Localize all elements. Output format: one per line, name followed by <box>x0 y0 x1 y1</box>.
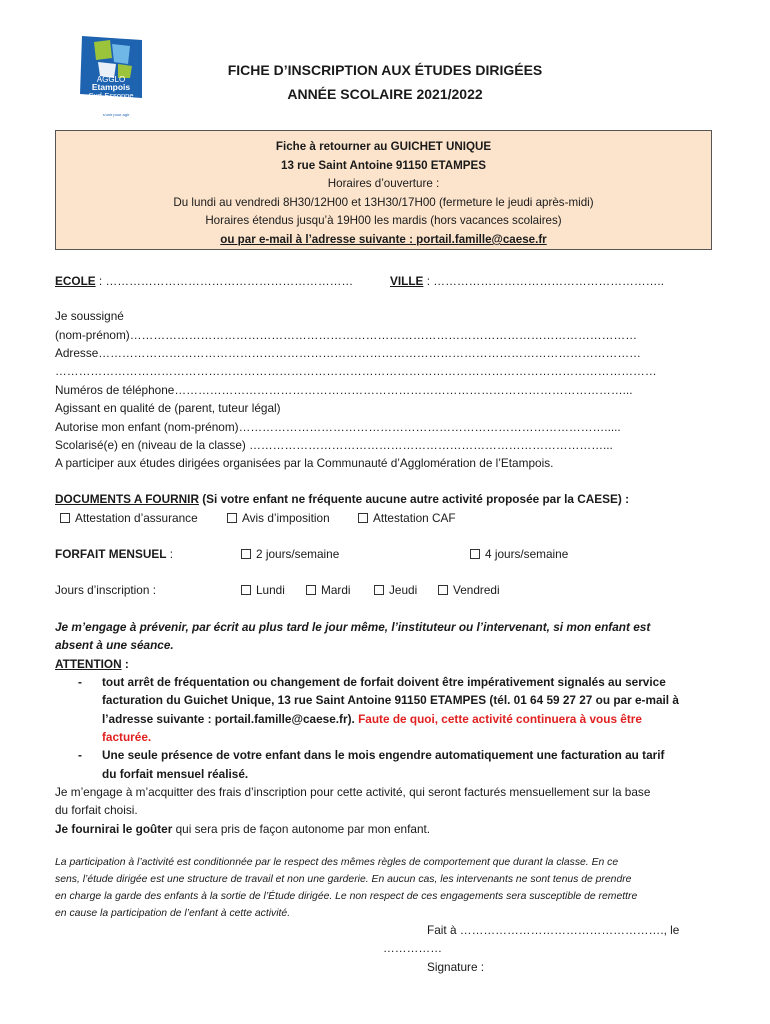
doc-option-label: Attestation CAF <box>373 511 456 525</box>
bullet-dash: - <box>78 748 82 762</box>
box-line1: Fiche à retourner au GUICHET UNIQUE <box>275 140 492 153</box>
ville-dots: : ………………………………………………….. <box>423 274 664 288</box>
date-field[interactable]: …………… <box>383 941 442 955</box>
attention-colon: : <box>121 657 129 671</box>
logo-line1: AGGLO <box>96 75 126 84</box>
bullet1-warning: Faute de quoi, cette activité continuera à vous être <box>354 712 642 726</box>
checkbox-icon[interactable] <box>227 513 237 523</box>
documents-note: (Si votre enfant ne fréquente aucune autre activité proposée par la CAESE) : <box>198 492 630 506</box>
jour-option-mardi[interactable] <box>306 583 351 597</box>
logo-line3: Sud-Essonne <box>88 91 134 100</box>
box-line5: Horaires étendus jusqu’à 19H00 les mardis (hors vacances scolaires) <box>205 214 562 228</box>
forfait-option-label: 2 jours/semaine <box>256 547 340 561</box>
attention-label: ATTENTION <box>55 657 122 671</box>
jour-option-lundi[interactable] <box>241 583 285 597</box>
acquit-line1: Je m’engage à m’acquitter des frais d’inscription pour cette activité, qui seront facturés mensuellement sur la base <box>55 785 651 799</box>
forfait-option-label: 4 jours/semaine <box>485 547 569 561</box>
gouter-rest: qui sera pris de façon autonome par mon enfant. <box>172 822 431 836</box>
note-line1: La participation à l’activité est conditionnée par le respect des mêmes règles de comportement que durant la classe. En ce <box>55 857 619 868</box>
forfait-label <box>55 547 173 561</box>
box-email-line[interactable]: ou par e-mail à l’adresse suivante : portail.famille@caese.fr <box>220 232 547 246</box>
checkbox-icon[interactable] <box>306 585 316 595</box>
ville-field[interactable] <box>390 274 664 288</box>
documents-heading <box>55 492 629 506</box>
box-line4: Du lundi au vendredi 8H30/12H00 et 13H30/17H00 (fermeture le jeudi après-midi) <box>173 195 594 209</box>
adresse-field-2[interactable]: ……………………………………………………………………………………………………………………………………… <box>55 364 657 378</box>
acquit-line2: du forfait choisi. <box>55 803 138 817</box>
participation-text: A participer aux études dirigées organisées par la Communauté d’Agglomération de l’Etampois. <box>55 456 554 470</box>
nom-prenom-field[interactable]: (nom-prénom)………………………………………………………………………………………………………………… <box>55 328 637 342</box>
doc-option-assurance[interactable] <box>60 511 198 525</box>
ville-label: VILLE <box>390 274 424 288</box>
note-line3: en charge la garde des enfants à la sortie de l’Étude dirigée. Le non respect de ces engagements sera susceptible de remettre <box>55 891 638 902</box>
classe-field[interactable]: Scolarisé(e) en (niveau de la classe) ………………………………………………………………………………... <box>55 438 613 452</box>
jours-label: Jours d’inscription : <box>55 583 156 597</box>
checkbox-icon[interactable] <box>470 549 480 559</box>
bullet2-line1: Une seule présence de votre enfant dans le mois engendre automatiquement une facturation au tarif <box>102 748 665 762</box>
bullet-dash: - <box>78 675 82 689</box>
doc-option-imposition[interactable] <box>227 511 330 525</box>
engage-line2: absent à une séance. <box>55 638 174 652</box>
doc-title-line1: FICHE D’INSCRIPTION AUX ÉTUDES DIRIGÉES <box>227 62 543 78</box>
jour-option-label: Vendredi <box>453 583 500 597</box>
checkbox-icon[interactable] <box>358 513 368 523</box>
jour-option-jeudi[interactable] <box>374 583 417 597</box>
doc-title-line2: ANNÉE SCOLAIRE 2021/2022 <box>287 86 483 102</box>
jour-option-label: Lundi <box>256 583 285 597</box>
telephone-field[interactable]: Numéros de téléphone……………………………………………………………………………………………………... <box>55 383 633 397</box>
checkbox-icon[interactable] <box>241 585 251 595</box>
jour-option-label: Jeudi <box>389 583 418 597</box>
enfant-field[interactable]: Autorise mon enfant (nom-prénom)…………………………………………………………………………………..... <box>55 420 621 434</box>
soussigne-label: Je soussigné <box>55 309 124 323</box>
documents-label: DOCUMENTS A FOURNIR <box>55 492 199 506</box>
forfait-option-4j[interactable] <box>470 547 568 561</box>
engage-line1: Je m’engage à prévenir, par écrit au plus tard le jour même, l’instituteur ou l’intervenant, si mon enfant est <box>55 620 651 634</box>
bullet1-line3-text: l’adresse suivante : portail.famille@caese.fr). <box>102 712 355 726</box>
forfait-colon: : <box>166 547 173 561</box>
bullet2-line2: du forfait mensuel réalisé. <box>102 767 249 781</box>
jour-option-label: Mardi <box>321 583 351 597</box>
qualite-label: Agissant en qualité de (parent, tuteur légal) <box>55 401 281 415</box>
forfait-label-text: FORFAIT MENSUEL <box>55 547 167 561</box>
doc-option-label: Attestation d’assurance <box>75 511 198 525</box>
box-line3: Horaires d’ouverture : <box>327 177 440 191</box>
attention-heading <box>55 657 129 671</box>
info-box <box>55 130 712 250</box>
checkbox-icon[interactable] <box>374 585 384 595</box>
checkbox-icon[interactable] <box>241 549 251 559</box>
note-line4: en cause la participation de l’enfant à cette activité. <box>55 908 291 919</box>
note-line2: sens, l’étude dirigée est une structure de travail et non une garderie. En aucun cas, les intervenants ne sont tenus de prendre <box>55 874 632 885</box>
fait-a-field[interactable]: Fait à ……………………………………………., le <box>427 923 680 937</box>
jour-option-vendredi[interactable] <box>438 583 500 597</box>
doc-option-label: Avis d’imposition <box>242 511 330 525</box>
ecole-field[interactable] <box>55 274 353 288</box>
bullet1-line1: tout arrêt de fréquentation ou changement de forfait doivent être impérativement signalés au service <box>102 675 666 689</box>
ecole-dots: : ……………………………………………………… <box>95 274 354 288</box>
logo-tagline: s'unir pour agir <box>102 112 130 117</box>
gouter-line <box>55 822 430 836</box>
checkbox-icon[interactable] <box>60 513 70 523</box>
logo-line2: Etampois <box>91 82 131 92</box>
bullet1-line3 <box>102 712 642 726</box>
adresse-field[interactable]: Adresse………………………………………………………………………………………………………………………… <box>55 346 641 360</box>
box-line2: 13 rue Saint Antoine 91150 ETAMPES <box>281 158 486 172</box>
forfait-option-2j[interactable] <box>241 547 339 561</box>
signature-label[interactable]: Signature : <box>427 960 485 974</box>
gouter-bold: Je fournirai le goûter <box>55 822 173 836</box>
bullet1-warning-end: facturée. <box>102 730 152 744</box>
ecole-label: ECOLE <box>55 274 96 288</box>
checkbox-icon[interactable] <box>438 585 448 595</box>
bullet1-line2: facturation du Guichet Unique, 13 rue Saint Antoine 91150 ETAMPES (tél. 01 64 59 27 27 ou par e-mail à <box>102 693 679 707</box>
doc-option-caf[interactable] <box>358 511 456 525</box>
